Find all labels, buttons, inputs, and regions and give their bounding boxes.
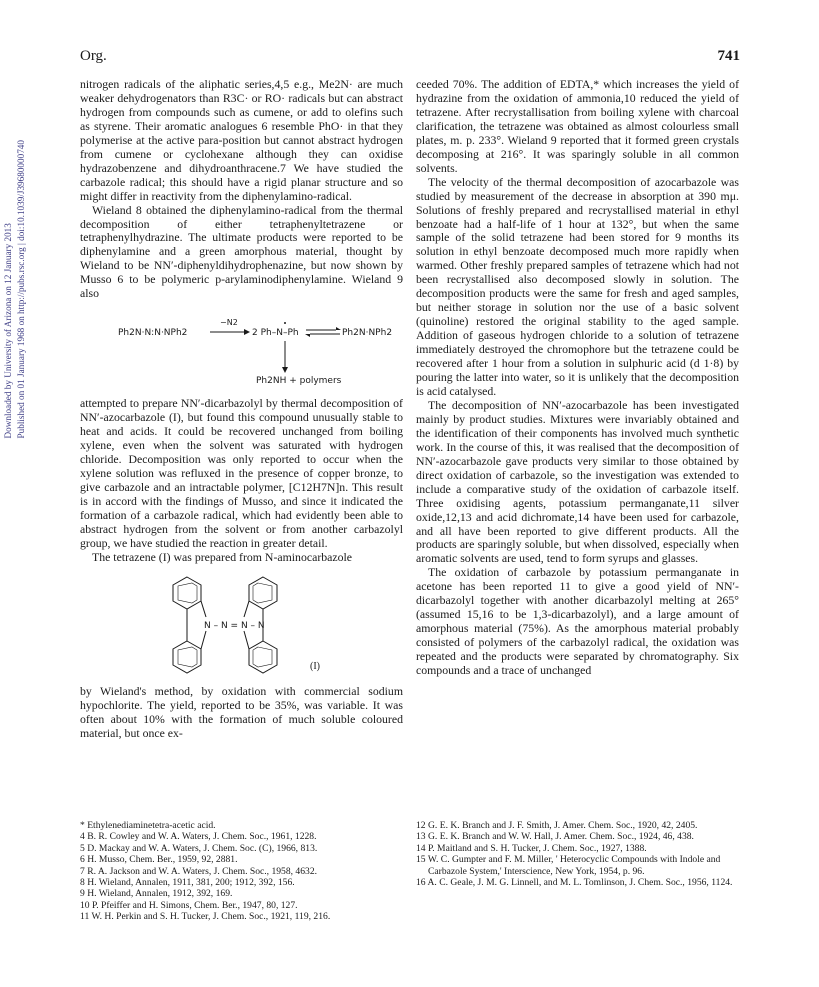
left-carbazole <box>173 577 206 673</box>
download-watermark <box>2 140 36 660</box>
scheme-side-products: Ph2NH + polymers <box>256 376 342 387</box>
footnote: * Ethylenediaminetetra-acetic acid. <box>80 820 216 831</box>
paragraph: The tetrazene (I) was prepared from N-aminocarbazole <box>92 549 353 564</box>
footnote: 12 G. E. K. Branch and J. F. Smith, J. Amer. Chem. Soc., 1920, 42, 2405. <box>416 820 698 831</box>
paragraph: The velocity of the thermal decomposition of azocarbazole was studied by measurement of the decrease in absorption at 390 mμ. Solutions of freshly prepared and recrystallised material in ethyl benzoate had a half-life of 1 hour at 132°, but when the same sample of the solid tetrazene had been stored for 9 months its solution in ethyl benzoate decomposed much more rapidly when warmed. Other freshly prepared samples of tetrazene which had not been recrystallised also decomposed slowly in solution. The decomposition products were the same for fresh and aged samples, but neither storage in solution nor the use of a basic solvent (quinoline) restored the original stability to the aged sample. Addition of gaseous hydrogen chloride to a solution of tetrazene immediately destroyed the chromophore but the tetrazene could be recovered after 1 hour from a solution in sulphuric acid (d 1·8) by pouring the latter into water, so it is unlikely that the decomposition is acid catalysed. <box>416 174 739 398</box>
footnote: 7 R. A. Jackson and W. A. Waters, J. Chem. Soc., 1958, 4632. <box>80 865 318 877</box>
footnote: 16 A. C. Geale, J. M. G. Linnell, and M. L. Tomlinson, J. Chem. Soc., 1956, 1124. <box>416 877 733 889</box>
watermark-text[interactable] <box>2 140 28 438</box>
reaction-scheme <box>80 307 403 393</box>
paragraph: by Wieland's method, by oxidation with commercial sodium hypochlorite. The yield, reported to be 35%, was variable. It was often about 10% with the formation of much soluble coloured material, but once ex- <box>80 683 403 740</box>
watermark-published[interactable]: Published on 01 January 1968 on http://pubs.rsc.org | doi:10.1039/J39680000740 <box>16 140 26 439</box>
footnote: 5 D. Mackay and W. A. Waters, J. Chem. Soc. (C), 1966, 813. <box>80 842 318 854</box>
azocarbazole-structure <box>80 569 403 681</box>
footnote: 9 H. Wieland, Annalen, 1912, 392, 169. <box>80 888 233 900</box>
footnote: 15 W. C. Gumpter and F. M. Miller, ' Heterocyclic Compounds with Indole and Carbazole System,' Interscience, New York, 1954, p. 96. <box>416 854 721 877</box>
footnote: 8 H. Wieland, Annalen, 1911, 381, 200; 1912, 392, 156. <box>80 877 295 889</box>
footnotes-left <box>80 820 403 923</box>
paragraph: ceeded 70%. The addition of EDTA,* which increases the yield of hydrazine from the oxidation of ammonia,10 reduced the yield of tetrazene. After recrystallisation from boiling xylene with charcoal clarification, the tetrazene was obtained as almost colourless small plates, m. p. 233°. Wieland 9 reported that it formed green crystals decomposing at 216°. It was sparingly soluble in all common solvents. <box>416 77 739 175</box>
paragraph: attempted to prepare NN′-dicarbazolyl by thermal decomposition of NN′-azocarbazole (I), but found this compound unusually stable to heat and acids. It could be recovered unchanged from boiling xylene, even when the solvent was saturated with hydrogen chloride. Decomposition was only reported to occur when the xylene solution was refluxed in the presence of copper bronze, to give carbazole and an intractable polymer, [C12H7N]n. This result is in accord with the findings of Musso, and since it indicated the formation of a carbazole radical, which had evidently been able to abstract hydrogen from the solvent or from another carbazolyl group, we have studied the reaction in greater detail. <box>80 396 403 550</box>
footnotes-right <box>416 820 739 888</box>
left-column <box>80 78 403 741</box>
scheme-reactant: Ph2N·N:N·NPh2 <box>118 328 188 339</box>
structure-linkage: N – N = N – N <box>204 620 265 631</box>
paragraph: Wieland 8 obtained the diphenylamino-radical from the thermal decomposition of either tetraphenyltetrazene or tetraphenylhydrazine. The ultimate products were reported to be diphenylamine and a green amorphous material, thought by Wieland to be NN′-diphenyldihydrophenazine, but now shown by Musso 6 to be polymeric p-arylaminodiphenylamine. Wieland 9 also <box>80 202 403 301</box>
page-header <box>80 48 740 70</box>
footnote: 4 B. R. Cowley and W. A. Waters, J. Chem. Soc., 1961, 1228. <box>80 831 317 843</box>
paragraph: The oxidation of carbazole by potassium permanganate in acetone has been reported 11 to give a good yield of NN′-dicarbazolyl together with another dicarbazolyl melting at 265° (assumed 15,16 to be 1,3-dicarbazolyl), and a large amount of amorphous material (75%). As the amorphous material probably consisted of polymers of the carbazolyl radical, the oxidation was repeated and the products were separated by chromatography. Six compounds and a trace of unchanged <box>416 565 739 678</box>
right-column <box>416 78 739 678</box>
footnote: 10 P. Pfeiffer and H. Simons, Chem. Ber., 1947, 80, 127. <box>80 899 298 911</box>
footnote: 11 W. H. Perkin and S. H. Tucker, J. Chem. Soc., 1921, 119, 216. <box>80 911 331 923</box>
scheme-product: 2 Ph–N–Ph <box>252 328 299 339</box>
watermark-downloaded[interactable]: Downloaded by University of Arizona on 12 January 2013 <box>3 223 13 439</box>
footnote: 6 H. Musso, Chem. Ber., 1959, 92, 2881. <box>80 854 238 866</box>
scheme-arrow-label: −N2 <box>220 318 238 328</box>
journal-abbreviation: Org. <box>80 48 107 64</box>
paragraph: nitrogen radicals of the aliphatic series,4,5 e.g., Me2N· are much weaker dehydrogenators than R3C· or RO· radicals but can abstract hydrogen from compounds such as cumene, or add to olefins such as styrene. Their aromatic analogues 6 resemble PhO· in that they polymerise at the active para-position but cannot abstract hydrogen from cumene or cyclohexane although they can oxidise hydrazobenzene and dihydroanthracene.7 We have studied the carbazole radical; this should have a rigid planar structure and so might differ in reactivity from the diphenylamino-radical. <box>80 77 403 203</box>
structure-drawing <box>80 569 403 681</box>
footnote: 13 G. E. K. Branch and W. W. Hall, J. Amer. Chem. Soc., 1924, 46, 438. <box>416 831 694 843</box>
footnote: 14 P. Maitland and S. H. Tucker, J. Chem. Soc., 1927, 1388. <box>416 842 647 854</box>
reaction-scheme-drawing <box>80 307 403 393</box>
paragraph: The decomposition of NN′-azocarbazole has been investigated mainly by product studies. Mixtures were invariably obtained and the identification of their components has involved much synthetic work. In the course of this, it was realised that the decomposition of NN′-azocarbazole gave products very similar to those obtained by direct oxidation of carbazole, so the investigation was extended to include a comparative study of the oxidation of carbazole itself. Three oxidising agents, potassium permanganate,11 silver oxide,12,13 and acid dichromate,14 have been used for carbazole, and all have been reported to give different products. All the products are sparingly soluble, but when dissolved, especially when aromatic solvents are used, tend to form syrups and glasses. <box>416 397 739 566</box>
page-number: 741 <box>717 48 740 64</box>
structure-label: (I) <box>310 660 320 672</box>
scheme-equilibrium-product: Ph2N·NPh2 <box>342 328 393 339</box>
